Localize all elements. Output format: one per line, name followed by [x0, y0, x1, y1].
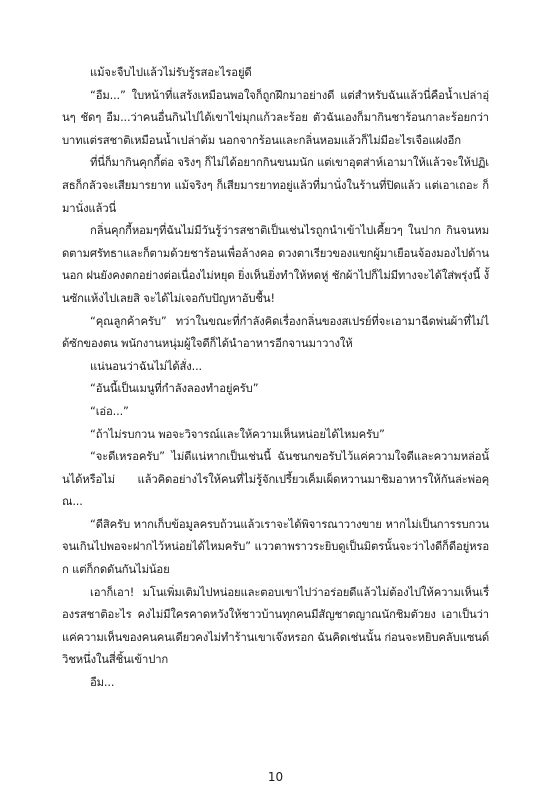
paragraph: “อืม...” ใบหน้าที่แสร้งเหมือนพอใจก็ถูกฝึกมาอย่างดี แต่สำหรับฉันแล้วนี่คือน้ำเปล่าอุ่นๆ ชัดๆ อืม...ว่าคนอื่นกินไปได้เขาไข่มุกแก้วละร้อย ตัวฉันเองก็มากินชาร้อนกาละร้อยกว่าบาทแต่รสชาติเหมือนน้ำเปล่าต้ม นอกจากร้อนและกลิ่นหอมแล้วก็ไม่มีอะไรเจือแฝงอีก [62, 88, 489, 147]
page-number: 10 [267, 770, 284, 784]
paragraph: “ถ้าไม่รบกวน พอจะวิจารณ์และให้ความเห็นหน่อยได้ไหมครับ” [90, 427, 385, 441]
paragraph: “เอ่อ...” [90, 404, 129, 418]
paragraph: อืม... [90, 676, 115, 690]
paragraph: ที่นี่ก็มากินคุกกี้ต่อ จริงๆ ก็ไม่ได้อยากกินขนมนัก แต่เขาอุตส่าห์เอามาให้แล้วจะให้ปฏิเสธก็กลัวจะเสียมารยาท แม้จริงๆ ก็เสียมารยาทอยู่แล้วที่มานั่งในร้านที่ปิดแล้ว แต่เอาเถอะ ก็มานั่งแล้วนี่ [62, 156, 489, 215]
paragraph: “จะดีเหรอครับ” ไม่ดีแน่หากเป็นเช่นนี้ ฉันชนกขอรับไว้แค่ความใจดีและความหล่อนั้นได้หรือไม่ แล้วคิดอย่างไรให้คนที่ไม่รู้จักเปรี้ยวเค็มเผ็ดหวานมาชิมอาหารให้กันล่ะพ่อคุณ... [62, 450, 489, 509]
paragraph: เอาก็เอา! มโนเพิ่มเติมไปหน่อยและตอบเขาไปว่าอร่อยดีแล้วไม่ต้องไปให้ความเห็นเรื่องรสชาติอะไร คงไม่มีใครคาดหวังให้ชาวบ้านทุกคนมีสัญชาตญาณนักชิมตัวยง เอาเป็นว่าแค่ความเห็นของคนคนเดียวคงไม่ทำร้านเขาเจ๊งหรอก ฉันคิดเช่นนั้น ก่อนจะหยิบคลับแซนด์วิชหนึ่งในสี่ชิ้นเข้าปาก [62, 585, 490, 667]
paragraph: “อันนี้เป็นเมนูที่กำลังลองทำอยู่ครับ” [90, 382, 259, 396]
paragraph: แน่นอนว่าฉันไม่ได้สั่ง... [90, 359, 202, 373]
paragraph: แม้จะจืบไปแล้วไม่รับรู้รสอะไรอยู่ดี [90, 66, 252, 79]
paragraph: “ดีสิครับ หากเก็บข้อมูลครบถ้วนแล้วเราจะได้พิจารณาวางขาย หากไม่เป็นการรบกวนจนเกินไปพอจะฝากไว้หน่อยได้ไหมครับ” แววตาพราวระยิบดูเป็นมิตรนั้นจะว่าไงดีก็ดีอยู่หรอก แต่ก็กดดันกันไม่น้อย [62, 517, 489, 577]
paragraph: “คุณลูกค้าครับ” ทว่าในขณะที่กำลังคิดเรื่องกลิ่นของสเปรย์ที่จะเอามาฉีดพ่นผ้าที่ไม่ได้ซักของตน พนักงานหนุ่มผู้ใจดีก็ได้นำอาหารอีกจานมาวางให้ [62, 314, 489, 351]
paragraph: กลิ่นคุกกี้หอมๆที่ฉันไม่มีวันรู้ว่ารสชาติเป็นเช่นไรถูกนำเข้าไปเคี้ยวๆ ในปาก กินจนหมดตามศรัทธาและก็ตามด้วยชาร้อนเพื่อล้างคอ ดวงตาเรียวของแขกผู้มาเยือนจ้องมองไปด้านนอก ฝนยังคงตกอย่างต่อเนื่องไม่หยุด ยิ่งเห็นยิ่งทำให้หดหู่ ชักผ้าไปก็ไม่มีทางจะได้ใส่พรุ่งนี้ งั้นซักแห้งไปเลยสิ จะได้ไม่เจอกับปัญหาอับชื้น! [62, 224, 489, 305]
body-text [62, 62, 489, 695]
